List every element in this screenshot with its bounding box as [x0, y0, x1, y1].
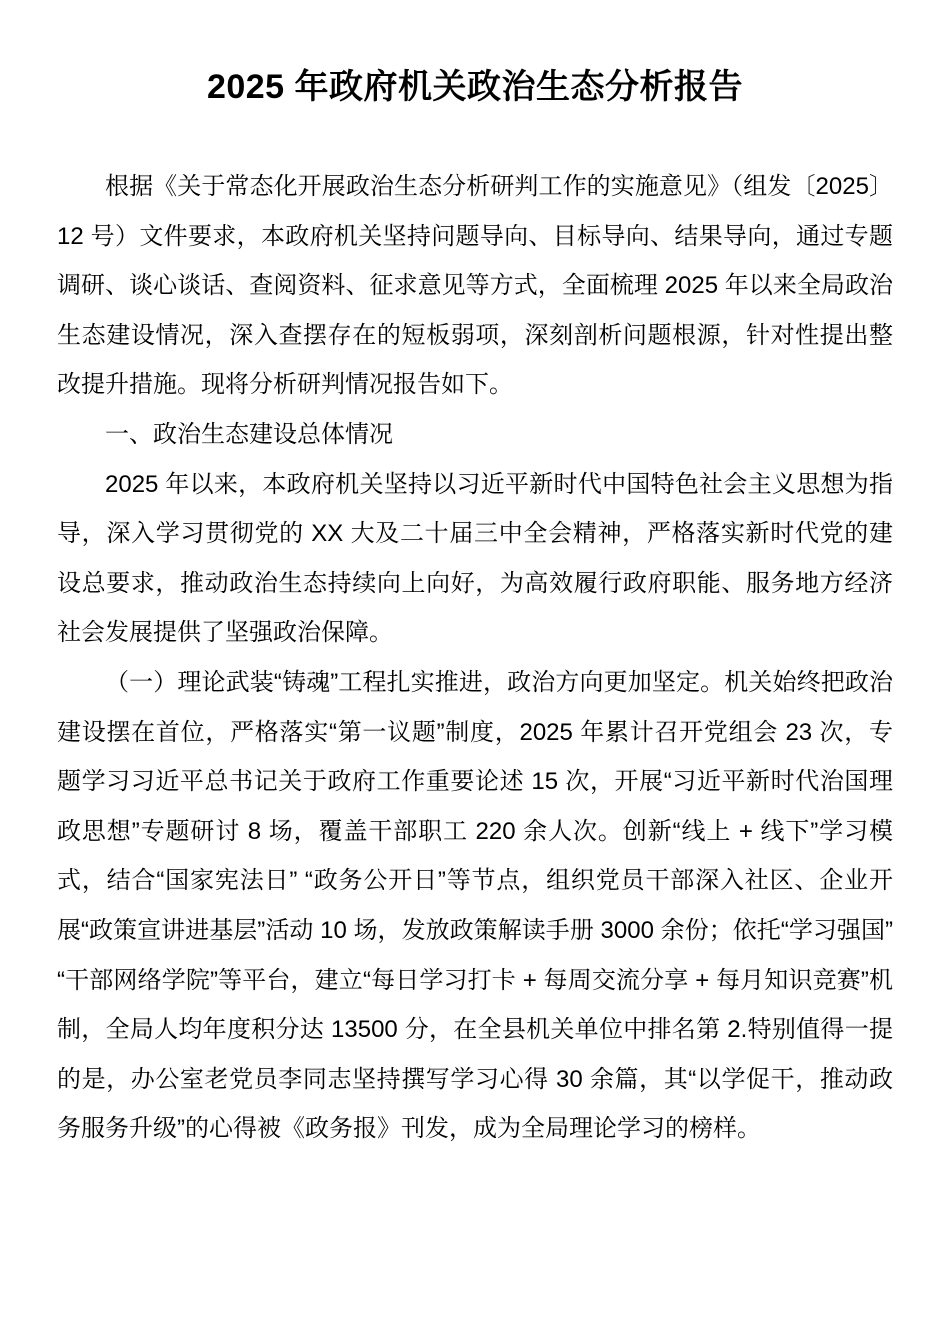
section-heading-overall-situation: 一、政治生态建设总体情况	[105, 420, 393, 448]
paragraph-theory-armament: （一）理论武装“铸魂”工程扎实推进，政治方向更加坚定。机关始终把政治建设摆在首位，严格落实“第一议题”制度，2025 年累计召开党组会 23 次，专题学习习近平总书记关于政府工作重要论述 15 次，开展“习近平新时代治国理政思想”专题研讨 8 场，覆盖干部职工 220 余人次。创新“线上 + 线下”学习模式，结合“国家宪法日” “政务公开日”等节点，组织党员干部深入社区、企业开展“政策宣讲进基层”活动 10 场，发放政策解读手册 3000 余份；依托“学习强国” “干部网络学院”等平台，建立“每日学习打卡 + 每周交流分享 + 每月知识竞赛”机制，全局人均年度积分达 13500 分，在全县机关单位中排名第 2.特别值得一提的是，办公室老党员李同志坚持撰写学习心得 30 余篇，其“以学促干，推动政务服务升级”的心得被《政务报》刊发，成为全局理论学习的榜样。	[57, 668, 893, 1143]
document-body	[57, 162, 893, 1154]
paragraph-overall-summary: 2025 年以来，本政府机关坚持以习近平新时代中国特色社会主义思想为指导，深入学习贯彻党的 XX 大及二十届三中全会精神，严格落实新时代党的建设总要求，推动政治生态持续向上向好，为高效履行政府职能、服务地方经济社会发展提供了坚强政治保障。	[57, 470, 893, 647]
paragraph-intro: 根据《关于常态化开展政治生态分析研判工作的实施意见》（组发〔2025〕12 号）文件要求，本政府机关坚持问题导向、目标导向、结果导向，通过专题调研、谈心谈话、查阅资料、征求意见等方式，全面梳理 2025 年以来全局政治生态建设情况，深入查摆存在的短板弱项，深刻剖析问题根源，针对性提出整改提升措施。现将分析研判情况报告如下。	[57, 173, 893, 399]
document-title: 2025 年政府机关政治生态分析报告	[206, 68, 744, 106]
